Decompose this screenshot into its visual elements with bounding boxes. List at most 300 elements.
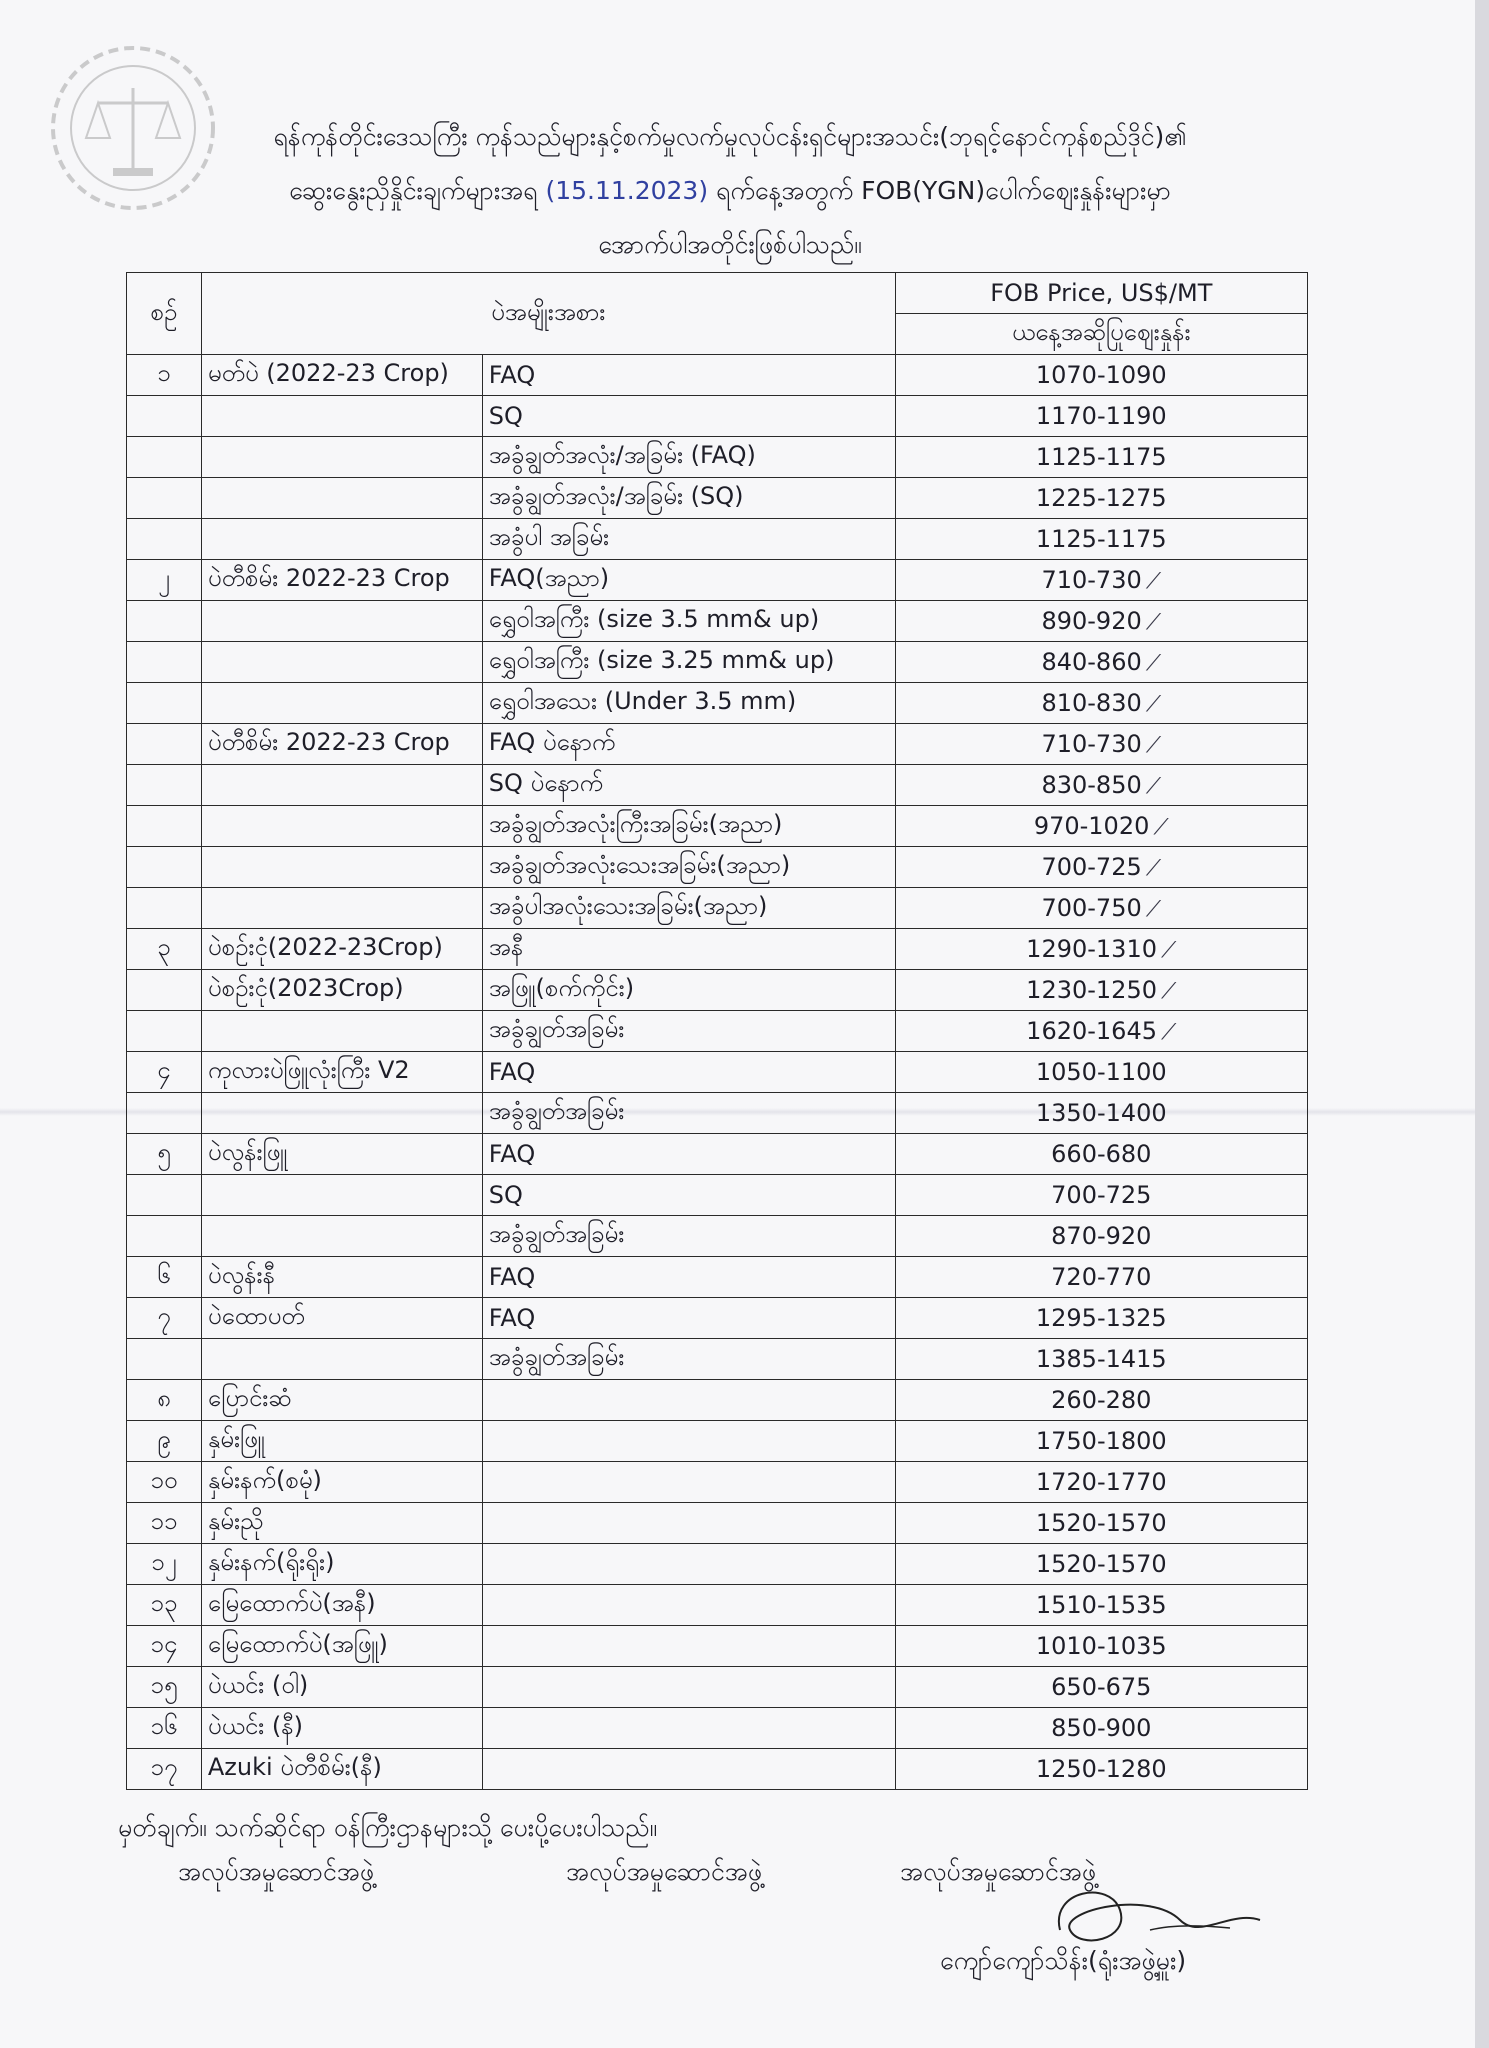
- cell-price: [895, 396, 1307, 437]
- cell-grade: [482, 1011, 895, 1052]
- cell-price: [895, 1011, 1307, 1052]
- cell-grade: [482, 1626, 895, 1667]
- cell-name-text: ပဲစဉ်းငုံ(2023Crop): [207, 974, 404, 1002]
- cell-name: [201, 1011, 482, 1052]
- cell-no-text: ၁၄: [150, 1630, 178, 1658]
- cell-no-text: ၈: [157, 1384, 171, 1412]
- scan-edge: [1475, 0, 1489, 2048]
- cell-no: [127, 1667, 202, 1708]
- cell-name-text: ပဲစဉ်းငုံ(2022-23Crop): [207, 933, 443, 961]
- table-row: [127, 724, 1308, 765]
- cell-name: [201, 1421, 482, 1462]
- column-header-type: ပဲအမျိုးအစား: [201, 273, 895, 355]
- cell-no-text: ၅: [157, 1138, 171, 1166]
- table-row: [127, 1380, 1308, 1421]
- cell-grade: [482, 765, 895, 806]
- cell-no: [127, 478, 202, 519]
- header-line-1: ရန်ကုန်တိုင်းဒေသကြီး ကုန်သည်များနှင့်စက်မှုလက်မှုလုပ်ငန်းရှင်များအသင်း(ဘုရင့်နောင်ကုန်စည်ဒိုင်)၏: [273, 122, 1187, 151]
- cell-no: [127, 1503, 202, 1544]
- cell-name-text: ပဲယင်း (ဝါ): [207, 1671, 309, 1699]
- cell-price: [895, 683, 1307, 724]
- cell-no: [127, 1175, 202, 1216]
- cell-no: [127, 1052, 202, 1093]
- committee-label-1: အလုပ်အမှုဆောင်အဖွဲ့: [178, 1857, 375, 1886]
- cell-grade-text: ရွှေဝါအကြီး (size 3.5 mm& up): [488, 605, 820, 633]
- cell-price: [895, 888, 1307, 929]
- cell-price: [895, 1503, 1307, 1544]
- cell-price-text: 1750-1800: [1035, 1427, 1167, 1455]
- cell-price-text: 850-900: [1051, 1714, 1152, 1742]
- cell-no: [127, 1585, 202, 1626]
- table-row: [127, 1544, 1308, 1585]
- cell-price-text: 1230-1250: [1026, 976, 1157, 1004]
- cell-grade: [482, 1421, 895, 1462]
- column-header-no: စဉ်: [127, 273, 202, 355]
- cell-name: [201, 1462, 482, 1503]
- cell-name: [201, 1667, 482, 1708]
- cell-grade: [482, 1462, 895, 1503]
- cell-grade: [482, 1503, 895, 1544]
- cell-price: [895, 1544, 1307, 1585]
- table-row: [127, 601, 1308, 642]
- cell-name: [201, 765, 482, 806]
- cell-grade: [482, 642, 895, 683]
- checkmark-icon: ⟋: [1153, 815, 1169, 840]
- cell-name-text: ပဲလွန်းနီ: [207, 1261, 275, 1289]
- cell-no: [127, 396, 202, 437]
- cell-grade: [482, 888, 895, 929]
- cell-no-text: ၁: [157, 359, 171, 387]
- cell-price-text: 810-830: [1041, 689, 1142, 717]
- cell-price-text: 870-920: [1051, 1222, 1152, 1250]
- checkmark-icon: ⟋: [1161, 938, 1177, 963]
- cell-grade: [482, 1052, 895, 1093]
- cell-price-text: 1050-1100: [1035, 1058, 1167, 1086]
- cell-grade-text: အခွံချွတ်အခြမ်း: [488, 1343, 625, 1371]
- cell-no-text: ၁၃: [150, 1589, 178, 1617]
- cell-no: [127, 724, 202, 765]
- cell-grade: [482, 355, 895, 396]
- cell-price: [895, 1708, 1307, 1749]
- cell-no-text: ၁၀: [150, 1466, 178, 1494]
- cell-no: [127, 806, 202, 847]
- cell-no: [127, 847, 202, 888]
- cell-no: [127, 1011, 202, 1052]
- table-row: [127, 1257, 1308, 1298]
- cell-price-text: 720-770: [1051, 1263, 1152, 1291]
- cell-price-text: 1385-1415: [1035, 1345, 1167, 1373]
- cell-grade: [482, 560, 895, 601]
- cell-no: [127, 560, 202, 601]
- table-row: [127, 437, 1308, 478]
- cell-price: [895, 724, 1307, 765]
- table-row: [127, 1216, 1308, 1257]
- cell-grade: [482, 519, 895, 560]
- cell-no: [127, 1421, 202, 1462]
- cell-name-text: မြေထောက်ပဲ(အဖြူ): [207, 1630, 388, 1658]
- cell-name: [201, 1749, 482, 1790]
- cell-price-text: 1010-1035: [1035, 1632, 1167, 1660]
- cell-price-text: 1225-1275: [1035, 484, 1167, 512]
- table-row: [127, 970, 1308, 1011]
- cell-no: [127, 970, 202, 1011]
- cell-name: [201, 683, 482, 724]
- cell-name: [201, 1216, 482, 1257]
- table-row: [127, 1503, 1308, 1544]
- cell-price: [895, 601, 1307, 642]
- cell-grade-text: အခွံပါအလုံးသေးအခြမ်း(အညာ): [488, 892, 768, 920]
- header-date: (15.11.2023): [545, 176, 709, 205]
- checkmark-icon: ⟋: [1161, 1020, 1177, 1045]
- cell-grade-text: အခွံပါ အခြမ်း: [488, 523, 610, 551]
- cell-price: [895, 1380, 1307, 1421]
- cell-price-text: 1720-1770: [1035, 1468, 1167, 1496]
- cell-grade: [482, 929, 895, 970]
- cell-grade-text: ရွှေဝါအကြီး (size 3.25 mm& up): [488, 646, 835, 674]
- checkmark-icon: ⟋: [1161, 979, 1177, 1004]
- cell-name-text: Azuki ပဲတီစိမ်း(နီ): [207, 1753, 382, 1781]
- cell-price: [895, 765, 1307, 806]
- committee-label-2: အလုပ်အမှုဆောင်အဖွဲ့: [566, 1857, 763, 1886]
- cell-grade: [482, 847, 895, 888]
- cell-grade: [482, 1544, 895, 1585]
- cell-no: [127, 1626, 202, 1667]
- cell-no: [127, 601, 202, 642]
- table-row: [127, 519, 1308, 560]
- header-line-2: [120, 164, 1340, 218]
- cell-grade: [482, 1749, 895, 1790]
- cell-price: [895, 1134, 1307, 1175]
- cell-price-text: 1070-1090: [1035, 361, 1167, 389]
- cell-name: [201, 437, 482, 478]
- checkmark-icon: ⟋: [1145, 856, 1162, 881]
- cell-grade: [482, 1257, 895, 1298]
- table-row: [127, 1052, 1308, 1093]
- table-row: [127, 1339, 1308, 1380]
- cell-name: [201, 806, 482, 847]
- cell-name: [201, 642, 482, 683]
- cell-grade-text: အခွံချွတ်အခြမ်း: [488, 1097, 625, 1125]
- cell-price: [895, 806, 1307, 847]
- table-row: [127, 396, 1308, 437]
- cell-name: [201, 724, 482, 765]
- cell-no: [127, 1544, 202, 1585]
- checkmark-icon: ⟋: [1145, 897, 1162, 922]
- cell-name: [201, 1708, 482, 1749]
- cell-price-text: 1510-1535: [1035, 1591, 1167, 1619]
- cell-no: [127, 888, 202, 929]
- header-line-2-suffix: ရက်နေ့အတွက် FOB(YGN)ပေါက်ဈေးနှုန်းများမှာ: [716, 176, 1171, 205]
- cell-price-text: 650-675: [1051, 1673, 1152, 1701]
- cell-price: [895, 478, 1307, 519]
- checkmark-icon: ⟋: [1145, 692, 1162, 717]
- cell-grade: [482, 1175, 895, 1216]
- cell-price: [895, 519, 1307, 560]
- cell-price: [895, 1298, 1307, 1339]
- cell-grade-text: အခွံချွတ်အခြမ်း: [488, 1015, 625, 1043]
- cell-no-text: ၇: [157, 1302, 171, 1330]
- cell-price: [895, 1339, 1307, 1380]
- cell-name: [201, 519, 482, 560]
- cell-name: [201, 1544, 482, 1585]
- header-line-2-prefix: ဆွေးနွေးညှိနှိုင်းချက်များအရ: [289, 176, 538, 205]
- cell-no: [127, 1380, 202, 1421]
- cell-name: [201, 929, 482, 970]
- cell-price: [895, 1175, 1307, 1216]
- cell-no-text: ၉: [157, 1425, 171, 1453]
- cell-name-text: နှမ်းဖြူ: [207, 1425, 265, 1453]
- cell-name: [201, 601, 482, 642]
- cell-no-text: ၁၇: [150, 1753, 178, 1781]
- cell-no: [127, 683, 202, 724]
- checkmark-icon: ⟋: [1145, 569, 1162, 594]
- price-table: [126, 272, 1308, 1790]
- cell-grade-text: SQ: [488, 402, 523, 430]
- cell-grade-text: အခွံချွတ်အလုံး/အခြမ်း (FAQ): [488, 441, 756, 469]
- table-row: [127, 1298, 1308, 1339]
- cell-grade-text: အဖြူ(စက်ကိုင်း): [488, 974, 635, 1002]
- cell-price: [895, 1257, 1307, 1298]
- cell-name-text: ပဲထောပတ်: [207, 1302, 305, 1330]
- cell-price: [895, 1667, 1307, 1708]
- cell-grade: [482, 1667, 895, 1708]
- cell-price-text: 1125-1175: [1035, 525, 1167, 553]
- checkmark-icon: ⟋: [1145, 774, 1162, 799]
- cell-grade: [482, 437, 895, 478]
- cell-no-text: ၃: [157, 933, 171, 961]
- table-header-row: [127, 273, 1308, 314]
- cell-name-text: နှမ်းနက်(ရိုးရိုး): [207, 1548, 335, 1576]
- table-row: [127, 683, 1308, 724]
- table-row: [127, 1175, 1308, 1216]
- cell-no: [127, 765, 202, 806]
- cell-price-text: 1520-1570: [1035, 1509, 1167, 1537]
- footer-note: မှတ်ချက်။ သက်ဆိုင်ရာ ဝန်ကြီးဌာနများသို့ ပေးပို့ပေးပါသည်။: [118, 1813, 658, 1842]
- cell-no: [127, 519, 202, 560]
- cell-price-text: 710-730: [1041, 566, 1142, 594]
- table-row: [127, 1093, 1308, 1134]
- cell-name-text: ပဲယင်း (နီ): [207, 1712, 304, 1740]
- checkmark-icon: ⟋: [1145, 651, 1162, 676]
- cell-name: [201, 1585, 482, 1626]
- committee-label-3: အလုပ်အမှုဆောင်အဖွဲ့: [900, 1857, 1097, 1886]
- cell-no-text: ၂: [158, 564, 170, 592]
- cell-price: [895, 355, 1307, 396]
- cell-grade-text: FAQ(အညာ): [488, 564, 610, 592]
- cell-price: [895, 1093, 1307, 1134]
- cell-grade: [482, 1093, 895, 1134]
- cell-name: [201, 1093, 482, 1134]
- cell-name-text: ပြောင်းဆံ: [207, 1384, 292, 1412]
- table-row: [127, 1667, 1308, 1708]
- cell-name-text: နှမ်းနက်(စမုံ): [207, 1466, 322, 1494]
- cell-name: [201, 1339, 482, 1380]
- cell-price-text: 1620-1645: [1026, 1017, 1157, 1045]
- table-row: [127, 1011, 1308, 1052]
- cell-price-text: 1290-1310: [1026, 935, 1157, 963]
- cell-no-text: ၁၁: [150, 1507, 178, 1535]
- cell-no: [127, 1257, 202, 1298]
- cell-name: [201, 1298, 482, 1339]
- cell-price: [895, 1585, 1307, 1626]
- table-row: [127, 1134, 1308, 1175]
- table-row: [127, 1585, 1308, 1626]
- cell-grade: [482, 1585, 895, 1626]
- cell-name: [201, 1134, 482, 1175]
- cell-price-text: 890-920: [1041, 607, 1142, 635]
- table-row: [127, 929, 1308, 970]
- cell-price-text: 1125-1175: [1035, 443, 1167, 471]
- cell-no: [127, 1462, 202, 1503]
- cell-price-text: 1170-1190: [1035, 402, 1167, 430]
- cell-name-text: ပဲတီစိမ်း 2022-23 Crop: [207, 728, 450, 756]
- cell-price: [895, 1216, 1307, 1257]
- cell-grade-text: SQ: [488, 1181, 523, 1209]
- cell-no-text: ၄: [157, 1056, 171, 1084]
- table-row: [127, 1626, 1308, 1667]
- cell-no-text: ၁၆: [150, 1712, 178, 1740]
- cell-grade-text: အခွံချွတ်အခြမ်း: [488, 1220, 625, 1248]
- signatory-name: ကျော်ကျော်သိန်း(ရုံးအဖွဲ့မှူး): [940, 1946, 1187, 1975]
- cell-name: [201, 970, 482, 1011]
- cell-grade-text: အခွံချွတ်အလုံး/အခြမ်း (SQ): [488, 482, 744, 510]
- cell-grade-text: အနီ: [488, 933, 524, 961]
- cell-name: [201, 1626, 482, 1667]
- cell-grade: [482, 806, 895, 847]
- cell-price-text: 1520-1570: [1035, 1550, 1167, 1578]
- cell-no: [127, 929, 202, 970]
- table-row: [127, 642, 1308, 683]
- cell-grade: [482, 1134, 895, 1175]
- cell-price: [895, 929, 1307, 970]
- cell-price: [895, 1462, 1307, 1503]
- cell-grade: [482, 1216, 895, 1257]
- cell-no: [127, 1708, 202, 1749]
- cell-name-text: ကုလားပဲဖြူလုံးကြီး V2: [207, 1056, 410, 1084]
- cell-name: [201, 396, 482, 437]
- cell-grade: [482, 1708, 895, 1749]
- cell-price: [895, 847, 1307, 888]
- column-subheader-price: ယနေ့အဆိုပြုဈေးနှုန်း: [895, 314, 1307, 355]
- cell-no: [127, 1339, 202, 1380]
- cell-grade: [482, 1380, 895, 1421]
- cell-price-text: 710-730: [1041, 730, 1142, 758]
- cell-grade-text: SQ ပဲနောက်: [488, 769, 604, 797]
- cell-grade: [482, 724, 895, 765]
- cell-price-text: 1250-1280: [1035, 1755, 1167, 1783]
- cell-name: [201, 1503, 482, 1544]
- table-row: [127, 888, 1308, 929]
- cell-no-text: ၁၅: [150, 1671, 178, 1699]
- cell-grade: [482, 1339, 895, 1380]
- cell-price: [895, 560, 1307, 601]
- cell-no-text: ၆: [157, 1261, 171, 1289]
- cell-grade-text: အခွံချွတ်အလုံးကြီးအခြမ်း(အညာ): [488, 810, 783, 838]
- document-header: [120, 110, 1340, 272]
- cell-grade-text: ရွှေဝါအသေး (Under 3.5 mm): [488, 687, 797, 715]
- cell-name: [201, 847, 482, 888]
- cell-price-text: 260-280: [1051, 1386, 1152, 1414]
- table-row: [127, 1421, 1308, 1462]
- cell-price: [895, 1626, 1307, 1667]
- cell-no: [127, 1216, 202, 1257]
- cell-grade: [482, 970, 895, 1011]
- cell-no-text: ၁၂: [151, 1548, 177, 1576]
- cell-price-text: 1295-1325: [1035, 1304, 1167, 1332]
- cell-price-text: 700-725: [1051, 1181, 1152, 1209]
- cell-grade: [482, 601, 895, 642]
- cell-grade-text: FAQ: [488, 361, 536, 389]
- cell-no: [127, 437, 202, 478]
- cell-name: [201, 560, 482, 601]
- cell-name-text: ပဲလွန်းဖြူ: [207, 1138, 288, 1166]
- table-row: [127, 847, 1308, 888]
- table-row: [127, 765, 1308, 806]
- cell-grade-text: FAQ: [488, 1058, 536, 1086]
- cell-name: [201, 355, 482, 396]
- header-line-3: အောက်ပါအတိုင်းဖြစ်ပါသည်။: [598, 230, 862, 259]
- table-row: [127, 806, 1308, 847]
- cell-name-text: နှမ်းညို: [207, 1507, 264, 1535]
- cell-grade: [482, 1298, 895, 1339]
- cell-name: [201, 1175, 482, 1216]
- cell-name: [201, 478, 482, 519]
- cell-no: [127, 1298, 202, 1339]
- cell-no: [127, 1749, 202, 1790]
- table-row: [127, 560, 1308, 601]
- cell-price: [895, 1749, 1307, 1790]
- cell-name: [201, 1257, 482, 1298]
- cell-price-text: 700-725: [1041, 853, 1142, 881]
- cell-price-text: 700-750: [1041, 894, 1142, 922]
- cell-grade: [482, 478, 895, 519]
- table-row: [127, 1462, 1308, 1503]
- table-row: [127, 478, 1308, 519]
- cell-grade-text: FAQ: [488, 1140, 536, 1168]
- checkmark-icon: ⟋: [1145, 733, 1162, 758]
- table-row: [127, 1749, 1308, 1790]
- cell-price-text: 840-860: [1041, 648, 1142, 676]
- cell-grade-text: FAQ: [488, 1304, 536, 1332]
- cell-name: [201, 1052, 482, 1093]
- cell-price-text: 660-680: [1051, 1140, 1152, 1168]
- cell-grade: [482, 683, 895, 724]
- table-row: [127, 355, 1308, 396]
- table-row: [127, 1708, 1308, 1749]
- checkmark-icon: ⟋: [1145, 610, 1162, 635]
- cell-price-text: 1350-1400: [1035, 1099, 1167, 1127]
- cell-no: [127, 642, 202, 683]
- cell-no: [127, 1093, 202, 1134]
- cell-price: [895, 970, 1307, 1011]
- cell-name: [201, 888, 482, 929]
- cell-grade-text: FAQ ပဲနောက်: [488, 728, 616, 756]
- cell-grade-text: FAQ: [488, 1263, 536, 1291]
- cell-name: [201, 1380, 482, 1421]
- cell-name-text: မြေထောက်ပဲ(အနီ): [207, 1589, 376, 1617]
- cell-price: [895, 642, 1307, 683]
- cell-price-text: 970-1020: [1033, 812, 1150, 840]
- cell-no: [127, 355, 202, 396]
- cell-grade: [482, 396, 895, 437]
- cell-name-text: ပဲတီစိမ်း 2022-23 Crop: [207, 564, 450, 592]
- cell-price: [895, 437, 1307, 478]
- cell-grade-text: အခွံချွတ်အလုံးသေးအခြမ်း(အညာ): [488, 851, 791, 879]
- cell-name-text: မတ်ပဲ (2022-23 Crop): [207, 359, 449, 387]
- column-header-price: FOB Price, US$/MT: [895, 273, 1307, 314]
- table-body: [127, 355, 1308, 1790]
- cell-no: [127, 1134, 202, 1175]
